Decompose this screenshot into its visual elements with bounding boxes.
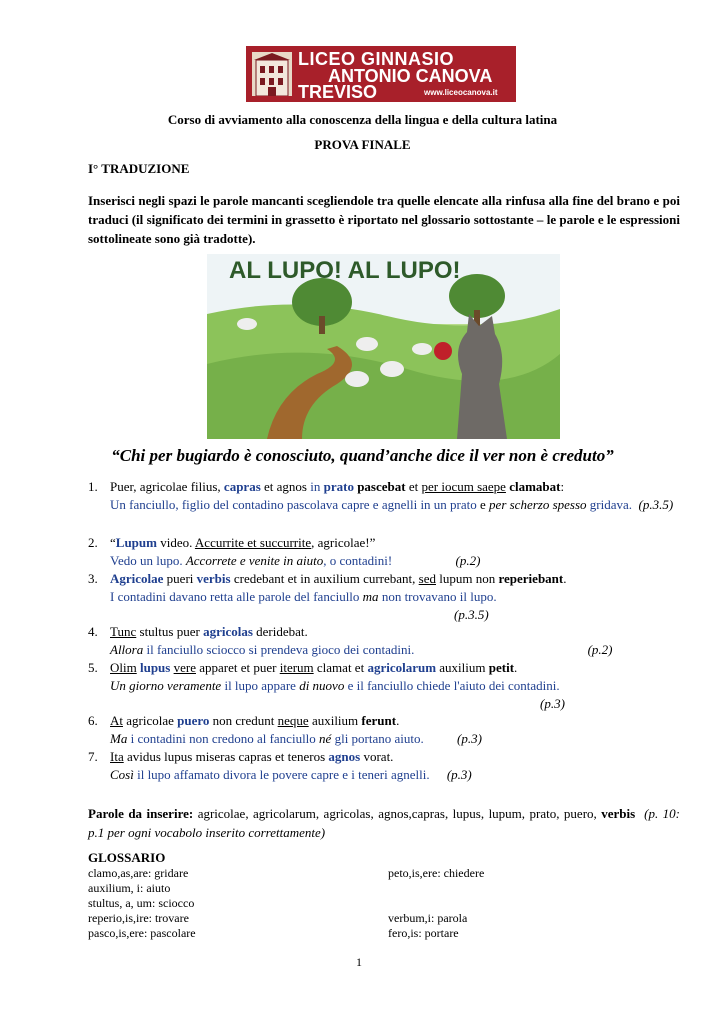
exercise-item-5: 5. Olim lupus vere apparet et puer iterum clamat et agricolarum auxilium petit. Un giorno veramente il lupo appare di nuovo e il fanciullo chiede l'aiuto dei contadini. (p.3) — [88, 660, 565, 711]
exam-title: PROVA FINALE — [314, 137, 411, 152]
exercise-item-4: 4. Tunc stultus puer agricolas deridebat. Allora il fanciullo sciocco si prendeva gioco dei contadini. (p.2) — [88, 624, 613, 657]
logo-line1: LICEO GINNASIO — [298, 49, 455, 69]
logo-line3: TREVISO — [298, 82, 378, 102]
words-to-insert: Parole da inserire: agricolae, agricolarum, agricolas, agnos,capras, lupus, lupum, prato, puero, verbis (p. 10: p.1 per ogni vocabolo inserito correttamente) — [88, 806, 681, 840]
course-title: Corso di avviamento alla conoscenza della lingua e della cultura latina — [167, 112, 558, 127]
building-icon — [252, 52, 292, 96]
exercise-item-7: 7. Ita avidus lupus miseras capras et teneros agnos vorat. Così il lupo affamato divora le povere capre e i teneri agnelli. (p.3) — [88, 749, 472, 782]
proverb-quote: “Chi per bugiardo è conosciuto, quand’anche dice il ver non è creduto” — [111, 446, 614, 465]
exercise-item-2: 2. “Lupum video. Accurrite et succurrite, agricolae!” Vedo un lupo. Accorrete e venite in aiuto, o contadini! (p.2) — [88, 535, 481, 568]
page-number: 1 — [356, 955, 362, 969]
exercise-item-6: 6. At agricolae puero non credunt neque auxilium ferunt. Ma i contadini non credono al fanciullo né gli portano aiuto. (p.3) — [88, 713, 482, 746]
instructions: Inserisci negli spazi le parole mancanti scegliendole tra quelle elencate alla rinfusa alla fine del brano e poi traduci (il significato dei termini in grassetto è riportato nel glossario sottostante – le parole e le espressioni sottolineate sono già tradotte). — [88, 193, 680, 246]
exercise-item-1: 1. Puer, agricolae filius, capras et agnos in prato pascebat et per iocum saepe clamabat: Un fanciullo, figlio del contadino pascolava capre e agnelli in un prato e per scherzo spesso gridava. (p.3.5) — [88, 479, 674, 512]
wolf-illustration — [207, 254, 560, 439]
logo-url: www.liceocanova.it — [424, 88, 498, 97]
exercise-item-3: 3. Agricolae pueri verbis credebant et in auxilium currebant, sed lupum non reperiebant. I contadini davano retta alle parole del fanciullo ma non trovavano il lupo. (p.3.5) — [88, 571, 567, 622]
glossary-title: GLOSSARIO — [88, 850, 166, 865]
illustration-banner: AL LUPO! AL LUPO! — [229, 257, 461, 284]
section-title: I° TRADUZIONE — [88, 161, 190, 176]
glossary-right: peto,is,ere: chiedere verbum,i: parola fero,is: portare — [388, 866, 485, 940]
logo-line2: ANTONIO CANOVA — [328, 66, 493, 86]
school-logo — [246, 46, 516, 102]
glossary-left: clamo,as,are: gridare auxilium, i: aiuto stultus, a, um: sciocco reperio,is,ire: trovare pasco,is,ere: pascolare — [88, 866, 196, 940]
